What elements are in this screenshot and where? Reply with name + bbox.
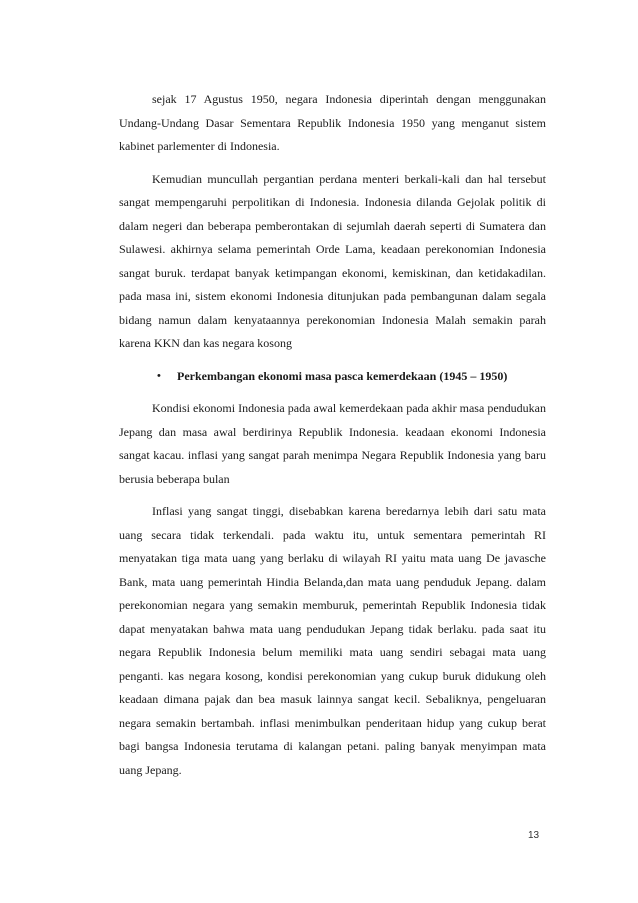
page-body [119,88,546,782]
bullet-icon: • [157,369,161,382]
paragraph-political-instability: Kemudian muncullah pergantian perdana menteri berkali-kali dan hal tersebut sangat mempengaruhi perpolitikan di Indonesia. Indonesia dilanda Gejolak politik di dalam negeri dan beberapa pemberontakan di sejumlah daerah seperti di Sumatera dan Sulawesi. akhirnya selama pemerintah Orde Lama, keadaan perekonomian Indonesia sangat buruk. terdapat banyak ketimpangan ekonomi, kemiskinan, dan ketidakadilan. pada masa ini, sistem ekonomi Indonesia ditunjukan pada pembangunan dalam segala bidang namun dalam kenyataannya perekonomian Indonesia Malah semakin parah karena KKN dan kas negara kosong [119,171,546,350]
section-heading [119,365,546,389]
paragraph-constitution: sejak 17 Agustus 1950, negara Indonesia diperintah dengan menggunakan Undang-Undang Dasar Sementara Republik Indonesia 1950 yang menganut sistem kabinet parlementer di Indonesia. [119,92,546,153]
paragraph-economic-condition: Kondisi ekonomi Indonesia pada awal kemerdekaan pada akhir masa pendudukan Jepang dan masa awal berdirinya Republik Indonesia. keadaan ekonomi Indonesia sangat kacau. inflasi yang sangat parah menimpa Negara Republik Indonesia yang baru berusia beberapa bulan [119,401,546,486]
section-heading-text: Perkembangan ekonomi masa pasca kemerdekaan (1945 – 1950) [177,368,508,383]
paragraph-inflation: Inflasi yang sangat tinggi, disebabkan karena beredarnya lebih dari satu mata uang secara tidak terkendali. pada waktu itu, untuk sementara pemerintah RI menyatakan tiga mata uang yang berlaku di wilayah RI yaitu mata uang De javasche Bank, mata uang pemerintah Hindia Belanda,dan mata uang penduduk Jepang. dalam perekonomian negara yang semakin memburuk, pemerintah Republik Indonesia tidak dapat menyatakan bahwa mata uang pendudukan Jepang tidak berlaku. pada saat itu negara Republik Indonesia belum memiliki mata uang sendiri sebagai mata uang penganti. kas negara kosong, kondisi perekonomian yang cukup buruk didukung oleh keadaan dimana pajak dan bea masuk lainnya sangat kecil. Sebaliknya, pengeluaran negara semakin bertambah. inflasi menimbulkan penderitaan hidup yang cukup berat bagi bangsa Indonesia terutama di kalangan petani. paling banyak menyimpan mata uang Jepang. [119,504,546,777]
page-number: 13 [528,830,540,841]
